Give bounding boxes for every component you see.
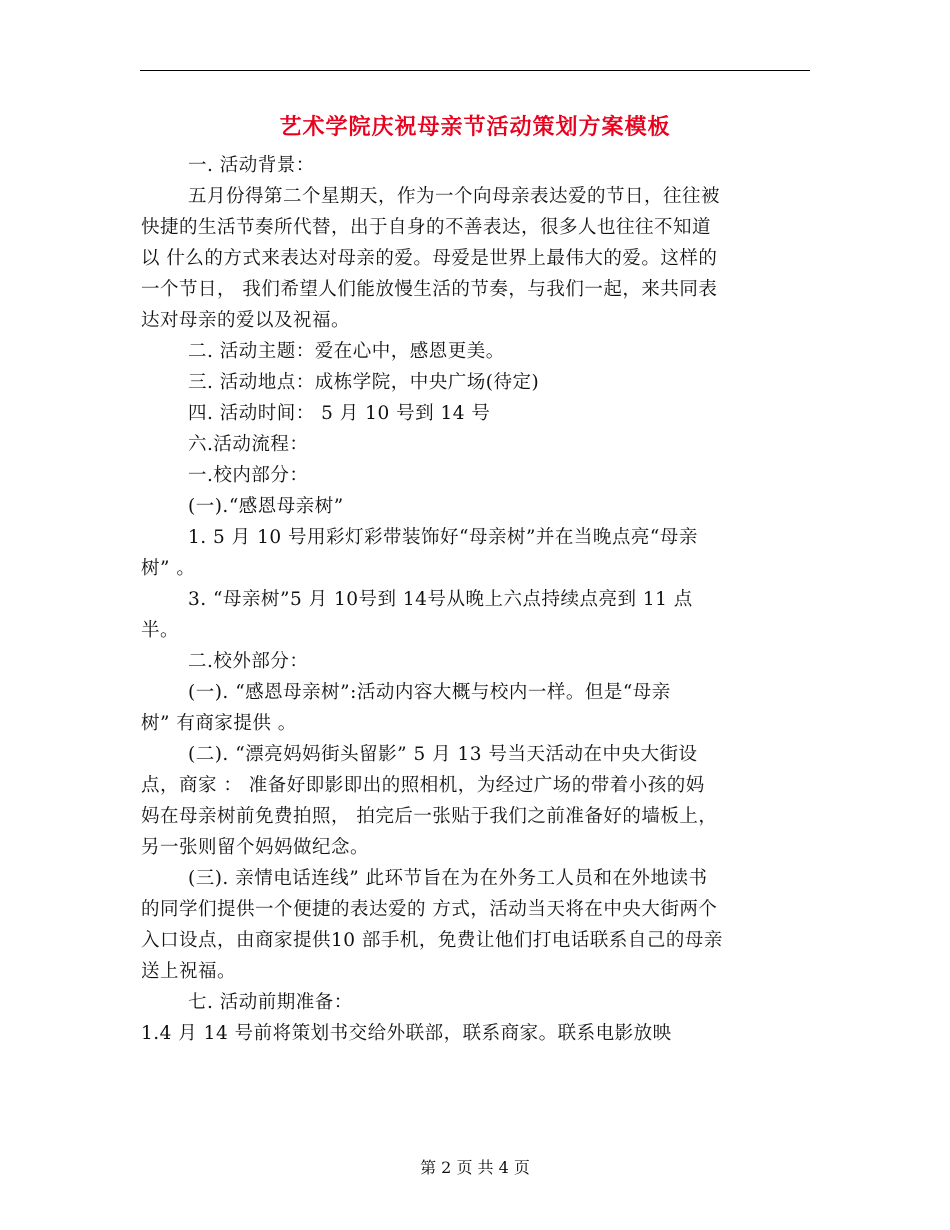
paragraph-line: (三). 亲情电话连线” 此环节旨在为在外务工人员和在外地读书 <box>188 868 708 889</box>
heading-time: 四. 活动时间： 5 月 10 号到 14 号 <box>188 403 491 424</box>
paragraph-line: 的同学们提供一个便捷的表达爱的 方式，活动当天将在中央大街两个 <box>141 899 718 920</box>
paragraph-line: 树” 。 <box>141 558 196 579</box>
heading-off-campus: 二.校外部分： <box>188 651 309 672</box>
heading-process: 六.活动流程： <box>188 434 309 455</box>
paragraph-line: 1. 5 月 10 号用彩灯彩带装饰好“母亲树”并在当晚点亮“母亲 <box>188 527 698 548</box>
header-rule <box>140 70 810 71</box>
paragraph-line: 达对母亲的爱以及祝福。 <box>141 310 351 331</box>
paragraph-line: 入口设点，由商家提供10 部手机，免费让他们打电话联系自己的母亲 <box>141 930 723 951</box>
heading-preparation: 七. 活动前期准备： <box>188 992 353 1013</box>
heading-theme: 二. 活动主题：爱在心中，感恩更美。 <box>188 341 505 362</box>
paragraph-line: 快捷的生活节奏所代替，出于自身的不善表达，很多人也往往不知道 <box>141 217 712 238</box>
page-number: 第 2 页 共 4 页 <box>420 1158 530 1177</box>
paragraph-line: 点，商家 ： 准备好即影即出的照相机，为经过广场的带着小孩的妈 <box>141 775 705 796</box>
paragraph-line: (一). “感恩母亲树”:活动内容大概与校内一样。但是“母亲 <box>188 682 671 703</box>
paragraph-line: 半。 <box>141 620 180 641</box>
document-title: 艺术学院庆祝母亲节活动策划方案模板 <box>279 114 671 140</box>
paragraph-line: 妈在母亲树前免费拍照， 拍完后一张贴于我们之前准备好的墙板上， <box>141 806 718 827</box>
paragraph-line: (二). “漂亮妈妈街头留影” 5 月 13 号当天活动在中央大街设 <box>188 744 698 765</box>
paragraph-line: 另一张则留个妈妈做纪念。 <box>141 837 370 858</box>
subheading-mother-tree: (一).“感恩母亲树” <box>188 496 344 517</box>
document-body <box>141 150 813 1049</box>
heading-location: 三. 活动地点：成栋学院，中央广场(待定) <box>188 372 540 393</box>
paragraph-line: 1.4 月 14 号前将策划书交给外联部，联系商家。联系电影放映 <box>141 1023 672 1044</box>
paragraph-line: 送上祝福。 <box>141 961 237 982</box>
paragraph-line: 树” 有商家提供 。 <box>141 713 297 734</box>
paragraph-line: 3. “母亲树”5 月 10号到 14号从晚上六点持续点亮到 11 点 <box>188 589 693 610</box>
paragraph-line: 一个节日， 我们希望人们能放慢生活的节奏，与我们一起，来共同表 <box>141 279 718 300</box>
heading-background: 一. 活动背景： <box>188 155 315 176</box>
heading-on-campus: 一.校内部分： <box>188 465 309 486</box>
paragraph-line: 五月份得第二个星期天，作为一个向母亲表达爱的节日，往往被 <box>188 186 721 207</box>
paragraph-line: 以 什么的方式来表达对母亲的爱。母爱是世界上最伟大的爱。这样的 <box>141 248 718 269</box>
